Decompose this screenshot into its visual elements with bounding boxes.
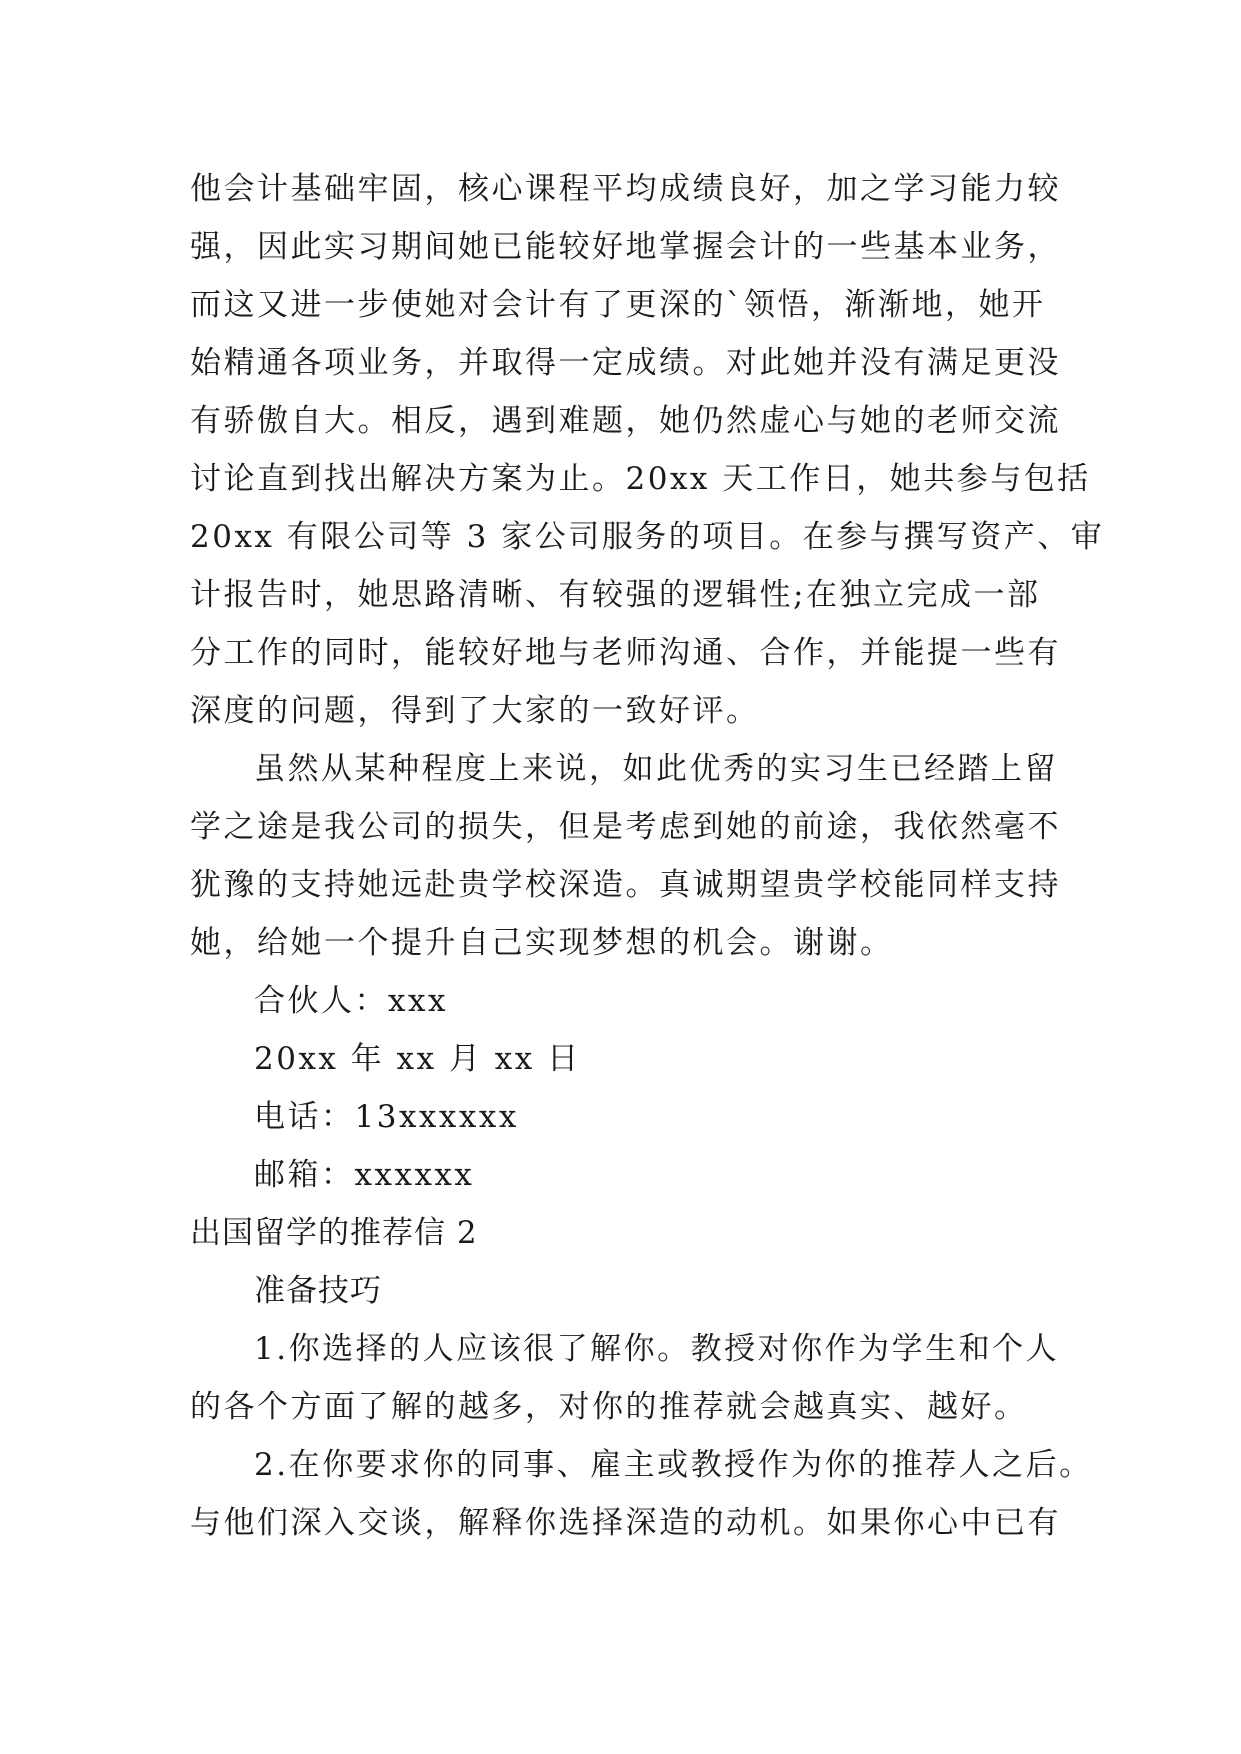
text-line: 深度的问题，得到了大家的一致好评。 [190, 693, 760, 729]
signature-email: 邮箱：xxxxxx [254, 1157, 475, 1193]
document-body [190, 160, 1105, 1552]
text-line: 分工作的同时，能较好地与老师沟通、合作，并能提一些有 [190, 635, 1061, 671]
text-line: 而这又进一步使她对会计有了更深的`领悟，渐渐地，她开 [190, 287, 1046, 323]
signature-phone: 电话：13xxxxxx [254, 1099, 519, 1135]
text-line: 1.你选择的人应该很了解你。教授对你作为学生和个人 [254, 1331, 1060, 1367]
signature-partner: 合伙人：xxx [254, 983, 448, 1019]
text-line: 她，给她一个提升自己实现梦想的机会。谢谢。 [190, 925, 894, 961]
text-line: 讨论直到找出解决方案为止。20xx 天工作日，她共参与包括 [190, 461, 1091, 497]
text-line: 学之途是我公司的损失，但是考虑到她的前途，我依然毫不 [190, 809, 1061, 845]
text-line: 始精通各项业务，并取得一定成绩。对此她并没有满足更没 [190, 345, 1061, 381]
text-line: 20xx 有限公司等 3 家公司服务的项目。在参与撰写资产、审 [190, 519, 1105, 555]
text-line: 有骄傲自大。相反，遇到难题，她仍然虚心与她的老师交流 [190, 403, 1061, 439]
text-line: 虽然从某种程度上来说，如此优秀的实习生已经踏上留 [254, 751, 1058, 787]
text-line: 他会计基础牢固，核心课程平均成绩良好，加之学习能力较 [190, 171, 1061, 207]
text-line: 2.在你要求你的同事、雇主或教授作为你的推荐人之后。 [254, 1447, 1093, 1483]
signature-block [190, 972, 1070, 1204]
text-line: 计报告时，她思路清晰、有较强的逻辑性;在独立完成一部 [190, 577, 1041, 613]
subheading: 准备技巧 [254, 1273, 382, 1309]
tip-item-1 [190, 1320, 1070, 1436]
tip-item-2 [190, 1436, 1093, 1552]
text-line: 的各个方面了解的越多，对你的推荐就会越真实、越好。 [190, 1389, 1028, 1425]
section-title: 出国留学的推荐信 2 [190, 1215, 478, 1251]
paragraph-recommendation-body [190, 160, 1105, 740]
text-line: 强，因此实习期间她已能较好地掌握会计的一些基本业务， [190, 229, 1061, 265]
text-line: 犹豫的支持她远赴贵学校深造。真诚期望贵学校能同样支持 [190, 867, 1061, 903]
paragraph-closing [190, 740, 1070, 972]
signature-date: 20xx 年 xx 月 xx 日 [254, 1041, 581, 1077]
text-line: 与他们深入交谈，解释你选择深造的动机。如果你心中已有 [190, 1505, 1061, 1541]
